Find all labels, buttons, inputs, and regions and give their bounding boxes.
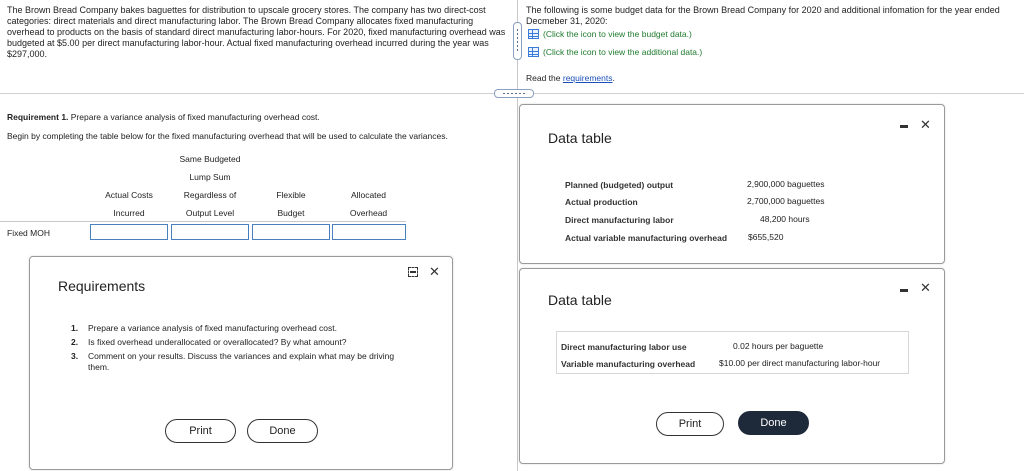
requirement-1-heading [7, 112, 320, 122]
header-flexible: Flexible [276, 190, 306, 200]
table-row-label: Actual variable manufacturing overhead [565, 233, 728, 243]
additional-data-grid [556, 331, 909, 374]
header-incurred: Incurred [113, 208, 145, 218]
problem-intro-text: The Brown Bread Company bakes baguettes for distribution to upscale grocery stores. The company has two direct-cost categories: direct materials and direct manufacturing labor. The Brown Bread Company allocates fixed manufacturing overhead to products on the basis of standard direct manufacturing labor-hours. For 2020, fixed manufacturing overhead was budgeted at $5.00 per direct manufacturing labor-hour. Actual fixed manufacturing overhead incurred during the year was $297,000. [7, 5, 506, 59]
close-icon[interactable]: ✕ [920, 117, 931, 132]
lump-sum-input[interactable] [171, 224, 249, 240]
vertical-splitter-handle[interactable] [513, 22, 522, 60]
additional-data-link[interactable] [528, 47, 702, 58]
done-button[interactable]: Done [738, 411, 809, 435]
header-same-budgeted: Same Budgeted [179, 154, 241, 164]
budget-intro [526, 5, 1020, 27]
header-budget: Budget [277, 208, 305, 218]
minimize-icon[interactable] [900, 289, 908, 292]
budget-intro-line-2: Decmeber 31, 2020: [526, 16, 608, 26]
header-regardless-of: Regardless of [183, 190, 237, 200]
table-row-value: $10.00 per direct manufacturing labor-hour [719, 358, 881, 368]
table-row-label: Direct manufacturing labor [565, 215, 674, 225]
list-item-number: 3. [71, 351, 79, 361]
list-item-number: 2. [71, 337, 79, 347]
list-item-text: Prepare a variance analysis of fixed manufacturing overhead cost. [88, 323, 337, 333]
table-instruction [7, 131, 448, 141]
header-output-level: Output Level [185, 208, 235, 218]
row-label-fixed-moh: Fixed MOH [7, 228, 50, 238]
table-header-rule [0, 221, 406, 222]
budget-intro-line-1: The following is some budget data for the Brown Bread Company for 2020 and additional infomation for the year ended [526, 5, 1000, 15]
budget-data-link[interactable] [528, 29, 692, 40]
data-table-modal-additional [519, 268, 945, 464]
table-row-value: $655,520 [748, 232, 784, 242]
close-icon[interactable]: ✕ [920, 280, 931, 295]
read-prefix: Read the [526, 73, 563, 83]
requirement-1-label: Requirement 1. [7, 112, 69, 122]
vertical-splitter [517, 0, 518, 471]
minimize-icon[interactable] [900, 125, 908, 128]
list-item [71, 323, 401, 334]
actual-costs-input[interactable] [90, 224, 168, 240]
table-row-label: Variable manufacturing overhead [561, 359, 696, 369]
table-row-label: Direct manufacturing labor use [561, 342, 687, 352]
requirements-link[interactable]: requirements [562, 73, 613, 83]
read-suffix: . [612, 73, 615, 83]
table-icon[interactable] [528, 29, 539, 39]
allocated-overhead-input[interactable] [332, 224, 406, 240]
requirements-title: Requirements [58, 278, 146, 294]
additional-data-link-text[interactable]: (Click the icon to view the additional data.) [543, 47, 703, 57]
header-actual-costs: Actual Costs [105, 190, 153, 200]
minimize-icon[interactable] [408, 267, 418, 277]
problem-intro [7, 5, 507, 60]
list-item [71, 351, 401, 373]
table-instruction-text: Begin by completing the table below for the fixed manufacturing overhead that will be used to calculate the variances. [7, 131, 448, 141]
read-requirements [526, 73, 615, 83]
list-item [71, 337, 401, 348]
done-button[interactable]: Done [247, 419, 318, 443]
table-row-value: 48,200 hours [760, 214, 810, 224]
header-allocated: Allocated [351, 190, 386, 200]
data-table-modal-budget [519, 104, 945, 264]
requirements-list [71, 323, 401, 373]
table-row-value: 2,900,000 baguettes [747, 179, 825, 189]
print-button[interactable]: Print [656, 412, 724, 436]
flexible-budget-input[interactable] [252, 224, 330, 240]
requirements-modal [29, 256, 453, 470]
table-row-value: 2,700,000 baguettes [747, 196, 825, 206]
list-item-number: 1. [71, 323, 79, 333]
data-table-title: Data table [548, 292, 612, 308]
header-lump-sum: Lump Sum [189, 172, 231, 182]
budget-data-grid [560, 168, 830, 250]
horizontal-splitter-handle[interactable] [494, 89, 534, 98]
list-item-text: Comment on your results. Discuss the variances and explain what may be driving them. [88, 351, 395, 372]
table-row-value: 0.02 hours per baguette [733, 341, 824, 351]
print-button[interactable]: Print [165, 419, 236, 443]
list-item-text: Is fixed overhead underallocated or overallocated? By what amount? [88, 337, 347, 347]
header-overhead: Overhead [349, 208, 388, 218]
table-icon[interactable] [528, 47, 539, 57]
table-row-label: Actual production [565, 197, 638, 207]
table-row-label: Planned (budgeted) output [565, 180, 674, 190]
close-icon[interactable]: ✕ [429, 264, 440, 279]
data-table-title: Data table [548, 130, 612, 146]
budget-data-link-text[interactable]: (Click the icon to view the budget data.) [543, 29, 692, 39]
requirement-1-text: Prepare a variance analysis of fixed manufacturing overhead cost. [68, 112, 320, 122]
